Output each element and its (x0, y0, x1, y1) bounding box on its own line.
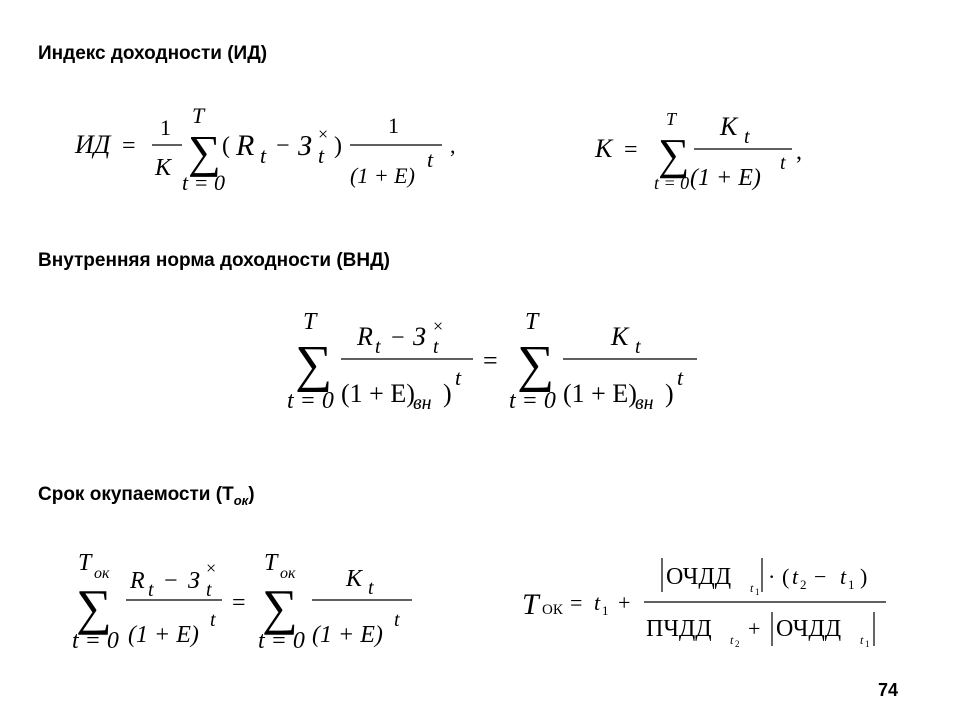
svg-text:·: · (768, 564, 776, 589)
svg-text:−: − (164, 568, 178, 594)
svg-text:t: t (455, 365, 462, 390)
svg-text:): ) (334, 133, 342, 159)
svg-text:(1 + E): (1 + E) (563, 379, 637, 408)
formula-payback-interpolation (518, 548, 898, 658)
page-number: 74 (878, 680, 899, 700)
svg-text:∑: ∑ (76, 579, 112, 635)
svg-text:1: 1 (848, 577, 855, 592)
svg-text:ОК: ОК (542, 602, 563, 618)
svg-text:t: t (750, 581, 754, 595)
svg-text:ПЧДД: ПЧДД (646, 616, 712, 642)
svg-text:1: 1 (160, 115, 171, 140)
formula-payback-condition (72, 548, 422, 658)
svg-text:T: T (525, 309, 539, 335)
svg-text:=: = (483, 346, 498, 375)
svg-text:K: K (611, 322, 629, 351)
svg-text:): ) (443, 379, 452, 408)
svg-text:∑: ∑ (188, 126, 221, 177)
svg-text:вн: вн (413, 392, 432, 414)
formula-profitability-index (70, 95, 470, 195)
svg-text:t: t (780, 152, 786, 174)
svg-text:×: × (318, 124, 329, 144)
svg-text:T: T (303, 309, 317, 335)
svg-text:t: t (375, 336, 381, 358)
heading-payback-main: Срок окупаемости (T (38, 484, 234, 505)
svg-text:t: t (210, 609, 216, 631)
svg-text:=: = (232, 590, 246, 616)
svg-text:t: t (318, 143, 325, 168)
svg-text:ок: ок (280, 565, 296, 582)
svg-text:t = 0: t = 0 (509, 388, 556, 414)
svg-text:1: 1 (602, 603, 609, 618)
svg-text:ОЧДД: ОЧДД (776, 616, 842, 642)
svg-text:K: K (720, 112, 738, 141)
svg-text:−: − (814, 564, 827, 589)
svg-text:T: T (192, 103, 205, 128)
svg-text:t = 0: t = 0 (258, 628, 305, 654)
svg-text:t: t (594, 590, 601, 615)
svg-text:t = 0: t = 0 (287, 388, 334, 414)
svg-text:∑: ∑ (295, 336, 333, 393)
heading-profitability-index: Индекс доходности (ИД) (38, 43, 268, 64)
svg-text:З: З (188, 568, 200, 594)
svg-text:T: T (78, 550, 92, 576)
svg-text:t: t (394, 609, 400, 631)
svg-text:): ) (665, 379, 674, 408)
svg-text:R: R (130, 568, 145, 594)
svg-text:t: t (730, 633, 734, 647)
svg-text:t: t (206, 579, 212, 601)
heading-payback-end: ) (248, 484, 255, 505)
formula-discounted-investment (590, 105, 820, 195)
svg-text:t: t (368, 577, 374, 599)
svg-text:×: × (433, 316, 444, 336)
svg-text:): ) (860, 564, 868, 589)
svg-text:t: t (433, 336, 439, 358)
svg-text:t = 0: t = 0 (72, 628, 119, 654)
svg-text:T: T (264, 550, 278, 576)
svg-text:∑: ∑ (517, 336, 555, 393)
svg-text:ок: ок (94, 565, 110, 582)
svg-text:1: 1 (865, 639, 870, 649)
svg-text:1: 1 (755, 587, 760, 597)
svg-text:K: K (595, 134, 613, 163)
svg-text:(1 + E): (1 + E) (690, 165, 761, 191)
svg-text:×: × (206, 558, 217, 578)
svg-text:ОЧДД: ОЧДД (666, 564, 732, 590)
svg-text:∑: ∑ (262, 579, 298, 635)
svg-text:(1 + E): (1 + E) (341, 379, 415, 408)
svg-text:R: R (236, 129, 255, 162)
svg-text:T: T (666, 109, 677, 129)
svg-text:,: , (796, 139, 802, 165)
svg-text:(1 + E): (1 + E) (350, 163, 415, 188)
heading-irr: Внутренняя норма доходности (ВНД) (38, 250, 390, 271)
svg-text:t: t (635, 336, 641, 358)
svg-text:t: t (427, 147, 434, 172)
svg-text:+: + (618, 590, 631, 615)
svg-text:t: t (148, 579, 154, 601)
svg-text:t = 0: t = 0 (654, 173, 690, 193)
svg-text:=: = (570, 590, 583, 615)
svg-text:1: 1 (388, 113, 399, 138)
svg-text:ИД: ИД (75, 130, 111, 159)
svg-text:t: t (840, 564, 847, 589)
svg-text:t: t (260, 143, 267, 168)
svg-text:−: − (276, 133, 290, 159)
svg-text:=: = (122, 133, 136, 159)
svg-text:2: 2 (735, 639, 740, 649)
svg-text:,: , (450, 133, 456, 158)
svg-text:K: K (155, 155, 172, 181)
svg-text:вн: вн (635, 392, 654, 414)
svg-text:З: З (298, 131, 312, 162)
svg-text:t: t (744, 126, 750, 148)
svg-text:t: t (860, 633, 864, 647)
svg-text:−: − (391, 325, 405, 351)
svg-text:(1 + E): (1 + E) (312, 622, 383, 648)
svg-text:R: R (357, 322, 373, 351)
svg-text:t: t (792, 564, 799, 589)
svg-text:T: T (522, 588, 539, 621)
svg-text:∑: ∑ (658, 130, 690, 179)
svg-text:2: 2 (800, 577, 807, 592)
svg-text:K: K (346, 566, 363, 592)
svg-text:t: t (677, 365, 684, 390)
heading-payback-sub: ок (233, 492, 249, 508)
heading-payback-period (38, 484, 255, 508)
svg-text:(: ( (782, 564, 790, 589)
formula-irr (285, 305, 705, 415)
svg-text:З: З (413, 322, 426, 351)
svg-text:(1 + E): (1 + E) (128, 622, 199, 648)
svg-text:t = 0: t = 0 (182, 170, 225, 195)
svg-text:=: = (624, 137, 638, 163)
svg-text:+: + (748, 616, 761, 641)
svg-text:(: ( (222, 133, 230, 159)
